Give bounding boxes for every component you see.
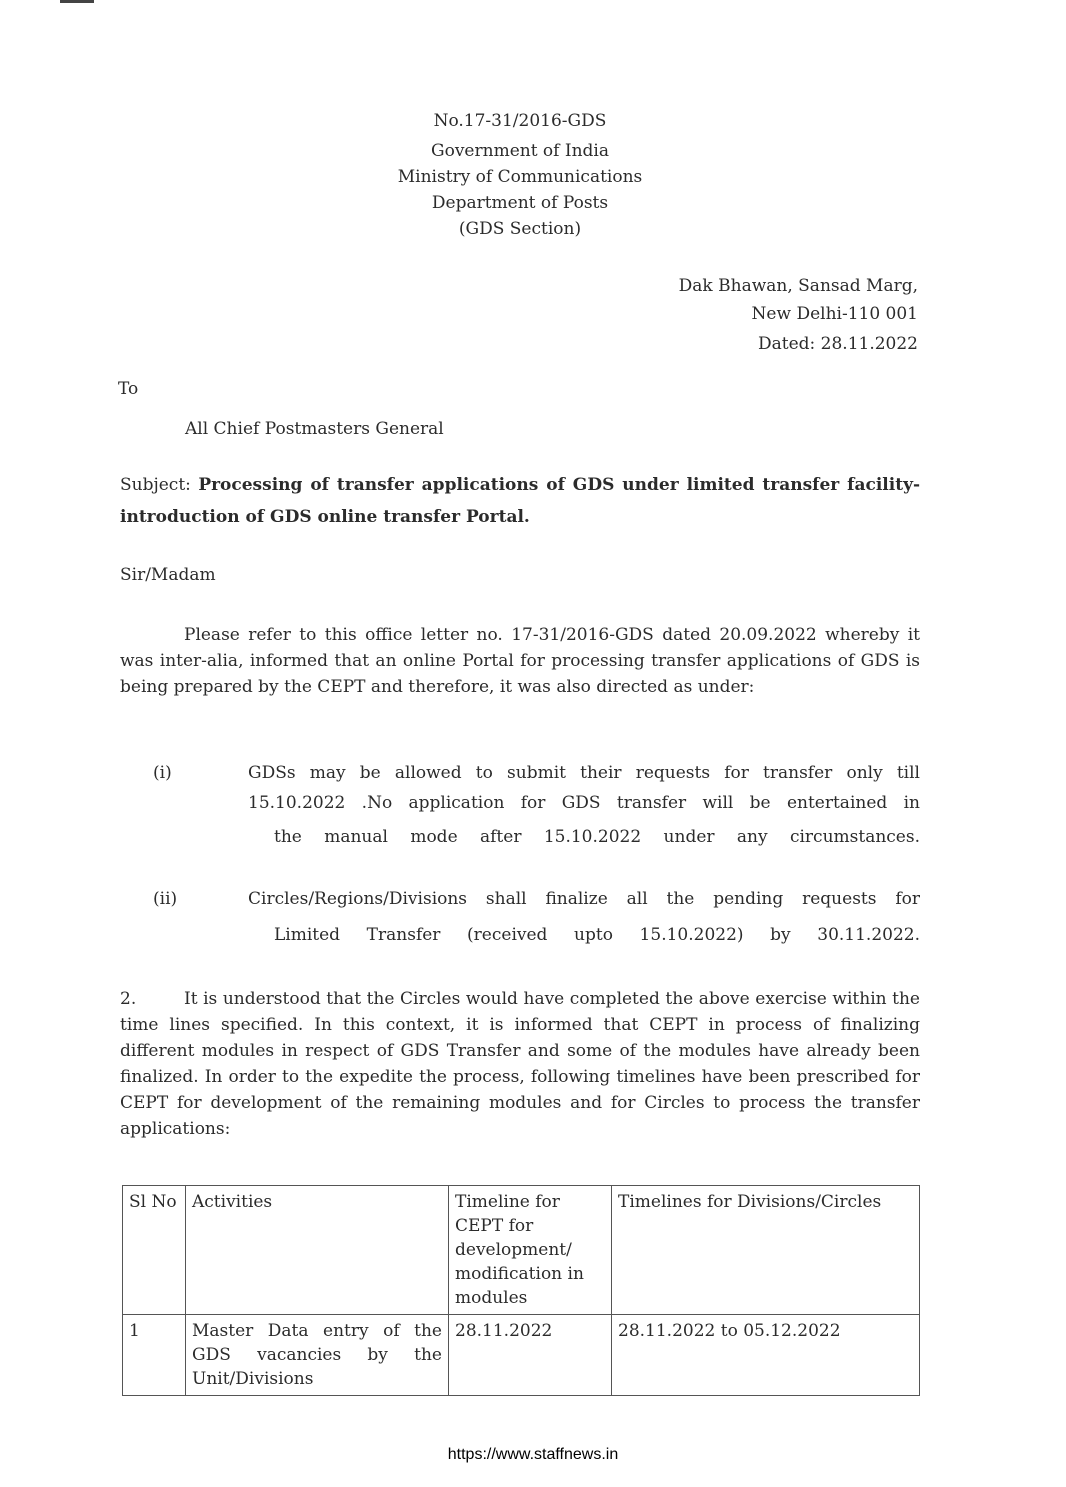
paragraph-2-number: 2. xyxy=(120,989,137,1009)
table-row xyxy=(123,1315,920,1396)
reference-number: No.17-31/2016-GDS xyxy=(433,111,607,131)
item-1-line-1: GDSs may be allowed to submit their requests for transfer only till xyxy=(248,763,920,783)
scan-mark xyxy=(60,0,94,3)
item-2-number: (ii) xyxy=(153,889,178,909)
to-label: To xyxy=(118,379,139,399)
subject-line-2: introduction of GDS online transfer Portal. xyxy=(120,507,530,527)
item-2-line-1: Circles/Regions/Divisions shall finalize all the pending requests for xyxy=(248,889,920,909)
subject-line-1 xyxy=(120,472,920,498)
header-activities: Activities xyxy=(186,1186,449,1315)
subject-label: Subject: xyxy=(120,475,191,495)
header-divisions-timeline: Timelines for Divisions/Circles xyxy=(612,1186,920,1315)
item-2-line-2: Limited Transfer (received upto 15.10.2022) by 30.11.2022. xyxy=(274,925,920,945)
cell-activity: Master Data entry of the GDS vacancies by the Unit/Divisions xyxy=(186,1315,449,1396)
paragraph-2: It is understood that the Circles would have completed the above exercise within the time lines specified. In this context, it is informed that CEPT in process of finalizing different modules in respect of GDS Transfer and some of the modules have already been finalized. In order to the expedite the process, following timelines have been prescribed for CEPT for development of the remaining modules and for Circles to process the transfer applications: xyxy=(120,989,920,1139)
address-line-2: New Delhi-110 001 xyxy=(751,304,918,324)
cell-divisions-timeline: 28.11.2022 to 05.12.2022 xyxy=(612,1315,920,1396)
header-cept-timeline: Timeline for CEPT for development/ modification in modules xyxy=(449,1186,612,1315)
date-line: Dated: 28.11.2022 xyxy=(757,334,918,354)
department-line: Department of Posts xyxy=(431,193,609,213)
item-1-number: (i) xyxy=(153,763,172,783)
item-1-line-2: 15.10.2022 .No application for GDS transfer will be entertained in xyxy=(248,793,920,813)
salutation: Sir/Madam xyxy=(120,565,216,585)
table-header-row xyxy=(123,1186,920,1315)
item-1-line-3: the manual mode after 15.10.2022 under any circumstances. xyxy=(274,827,920,847)
recipient: All Chief Postmasters General xyxy=(185,419,444,439)
ministry-line: Ministry of Communications xyxy=(397,167,643,187)
section-line: (GDS Section) xyxy=(458,219,582,239)
header-sl-no: Sl No xyxy=(123,1186,186,1315)
subject-text-1: Processing of transfer applications of GDS under limited transfer facility- xyxy=(198,475,921,495)
cell-sl-no: 1 xyxy=(123,1315,186,1396)
paragraph-1: Please refer to this office letter no. 17-31/2016-GDS dated 20.09.2022 whereby it was inter-alia, informed that an online Portal for processing transfer applications of GDS is being prepared by the CEPT and therefore, it was also directed as under: xyxy=(120,625,920,697)
timeline-table xyxy=(122,1185,920,1396)
address-line-1: Dak Bhawan, Sansad Marg, xyxy=(678,276,918,296)
footer-url[interactable]: https://www.staffnews.in xyxy=(447,1446,619,1463)
cell-cept-timeline: 28.11.2022 xyxy=(449,1315,612,1396)
government-line: Government of India xyxy=(431,141,609,161)
